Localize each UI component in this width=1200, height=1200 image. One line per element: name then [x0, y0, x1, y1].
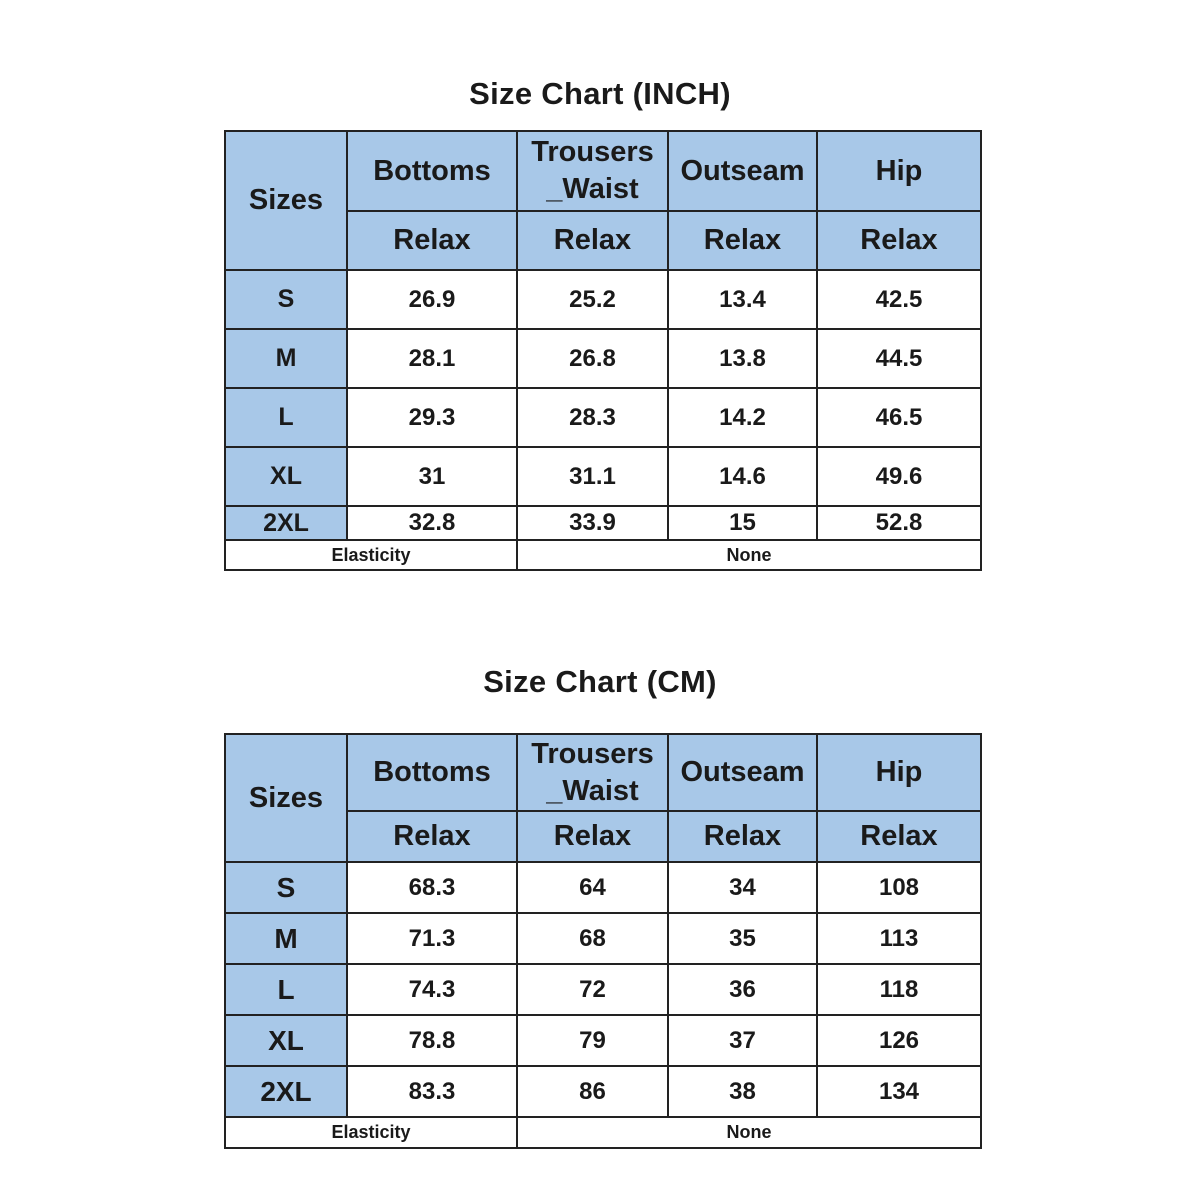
hip-value: 113: [817, 913, 981, 964]
waist-value: 28.3: [517, 388, 668, 447]
trousers-waist-header: [517, 734, 668, 811]
footer-row: [225, 1117, 981, 1148]
hip-value: 46.5: [817, 388, 981, 447]
bottoms-value: 32.8: [347, 506, 517, 540]
bottoms-value: 26.9: [347, 270, 517, 329]
hip-value: 52.8: [817, 506, 981, 540]
outseam-value: 14.2: [668, 388, 817, 447]
trousers-waist-header-line2: _Waist: [546, 774, 639, 807]
table-row: [225, 270, 981, 329]
trousers-waist-header-line1: Trousers: [531, 737, 654, 770]
waist-value: 64: [517, 862, 668, 913]
sizes-header: Sizes: [225, 734, 347, 862]
trousers-waist-header: [517, 131, 668, 211]
outseam-value: 36: [668, 964, 817, 1015]
table-row: [225, 329, 981, 388]
waist-value: 25.2: [517, 270, 668, 329]
elasticity-value: None: [517, 540, 981, 570]
outseam-header: Outseam: [668, 131, 817, 211]
bottoms-value: 29.3: [347, 388, 517, 447]
waist-value: 86: [517, 1066, 668, 1117]
outseam-value: 13.4: [668, 270, 817, 329]
bottoms-value: 68.3: [347, 862, 517, 913]
table-row: [225, 506, 981, 540]
size-label: M: [225, 913, 347, 964]
sizes-header: Sizes: [225, 131, 347, 270]
trousers-waist-header-line2: _Waist: [546, 173, 639, 205]
hip-value: 118: [817, 964, 981, 1015]
hip-header: Hip: [817, 734, 981, 811]
bottoms-relax-subheader: Relax: [347, 811, 517, 862]
size-label: XL: [225, 447, 347, 506]
table-row: [225, 913, 981, 964]
waist-value: 79: [517, 1015, 668, 1066]
header-row: [225, 131, 981, 211]
bottoms-header: Bottoms: [347, 734, 517, 811]
size-chart-cm-title: Size Chart (CM): [483, 664, 717, 699]
size-label: 2XL: [225, 506, 347, 540]
bottoms-value: 28.1: [347, 329, 517, 388]
elasticity-label: Elasticity: [225, 540, 517, 570]
header-row: [225, 734, 981, 811]
hip-value: 126: [817, 1015, 981, 1066]
table-row: [225, 1066, 981, 1117]
table-row: [225, 862, 981, 913]
waist-value: 33.9: [517, 506, 668, 540]
waist-relax-subheader: Relax: [517, 211, 668, 270]
outseam-value: 37: [668, 1015, 817, 1066]
bottoms-header: Bottoms: [347, 131, 517, 211]
outseam-value: 14.6: [668, 447, 817, 506]
waist-value: 72: [517, 964, 668, 1015]
hip-value: 49.6: [817, 447, 981, 506]
bottoms-value: 71.3: [347, 913, 517, 964]
outseam-value: 35: [668, 913, 817, 964]
size-chart-inch-title: Size Chart (INCH): [469, 76, 731, 111]
bottoms-relax-subheader: Relax: [347, 211, 517, 270]
size-label: 2XL: [225, 1066, 347, 1117]
size-label: L: [225, 388, 347, 447]
hip-value: 134: [817, 1066, 981, 1117]
waist-value: 26.8: [517, 329, 668, 388]
size-label: XL: [225, 1015, 347, 1066]
hip-header: Hip: [817, 131, 981, 211]
hip-value: 108: [817, 862, 981, 913]
bottoms-value: 31: [347, 447, 517, 506]
outseam-relax-subheader: Relax: [668, 211, 817, 270]
outseam-relax-subheader: Relax: [668, 811, 817, 862]
outseam-header: Outseam: [668, 734, 817, 811]
table-row: [225, 388, 981, 447]
elasticity-label: Elasticity: [225, 1117, 517, 1148]
bottoms-value: 83.3: [347, 1066, 517, 1117]
size-label: M: [225, 329, 347, 388]
outseam-value: 15: [668, 506, 817, 540]
hip-value: 42.5: [817, 270, 981, 329]
size-label: S: [225, 270, 347, 329]
size-label: L: [225, 964, 347, 1015]
table-row: [225, 964, 981, 1015]
size-chart-cm-table: [224, 733, 982, 1149]
footer-row: [225, 540, 981, 570]
outseam-value: 38: [668, 1066, 817, 1117]
hip-relax-subheader: Relax: [817, 211, 981, 270]
elasticity-value: None: [517, 1117, 981, 1148]
size-label: S: [225, 862, 347, 913]
table-row: [225, 1015, 981, 1066]
size-chart-inch-table: [224, 130, 982, 571]
bottoms-value: 78.8: [347, 1015, 517, 1066]
table-row: [225, 447, 981, 506]
bottoms-value: 74.3: [347, 964, 517, 1015]
waist-value: 68: [517, 913, 668, 964]
waist-value: 31.1: [517, 447, 668, 506]
hip-relax-subheader: Relax: [817, 811, 981, 862]
outseam-value: 13.8: [668, 329, 817, 388]
hip-value: 44.5: [817, 329, 981, 388]
outseam-value: 34: [668, 862, 817, 913]
waist-relax-subheader: Relax: [517, 811, 668, 862]
trousers-waist-header-line1: Trousers: [531, 136, 654, 168]
